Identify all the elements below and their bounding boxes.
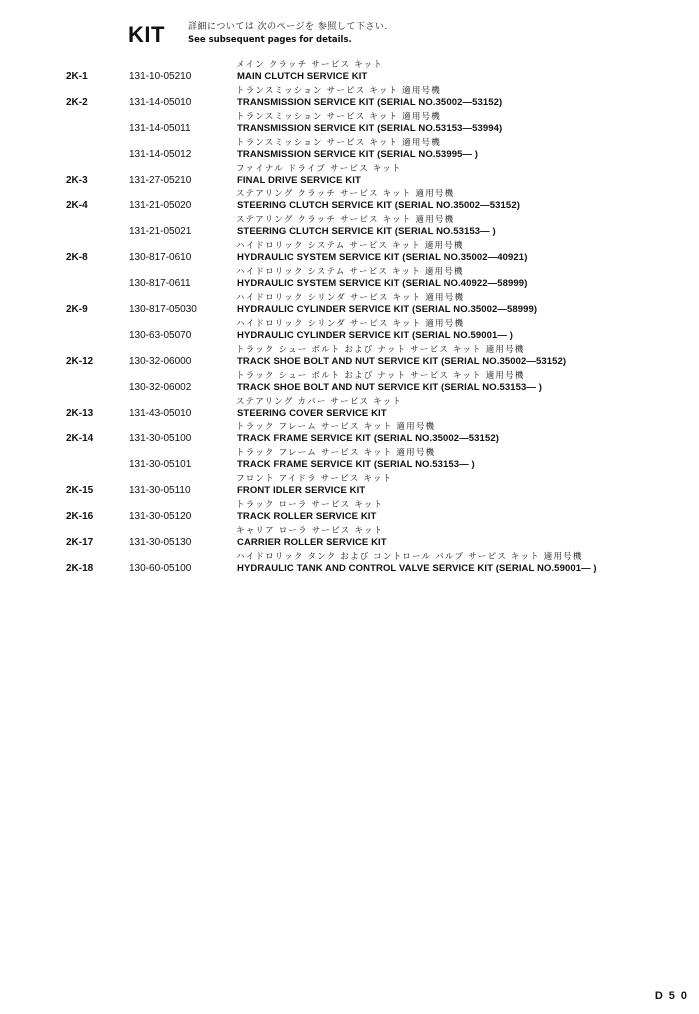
list-item	[0, 241, 699, 267]
page-code: D50	[654, 990, 693, 1002]
item-description: HYDRAULIC CYLINDER SERVICE KIT (SERIAL NO.35002—58999)	[237, 304, 538, 316]
item-part-no: 131-10-05210	[129, 71, 192, 82]
item-description: TRANSMISSION SERVICE KIT (SERIAL NO.35002—53152)	[237, 96, 503, 108]
item-jp-description: トラック シュー ボルト および ナット サービス キット 適用号機	[236, 370, 525, 381]
item-jp-description: トランスミッション サービス キット 適用号機	[236, 85, 441, 96]
list-item	[0, 422, 699, 448]
item-figure-no: 2K-18	[66, 562, 94, 574]
item-part-no: 130-817-0611	[129, 278, 191, 290]
item-jp-description: ステアリング クラッチ サービス キット 適用号機	[236, 189, 455, 200]
item-part-no: 131-30-05120	[129, 511, 192, 523]
list-item	[0, 371, 699, 397]
item-figure-no: 2K-4	[66, 200, 88, 212]
item-description: FINAL DRIVE SERVICE KIT	[237, 174, 361, 186]
list-item	[0, 112, 699, 138]
list-item	[0, 164, 699, 190]
item-part-no: 130-60-05100	[129, 562, 192, 574]
item-jp-description: キャリア ローラ サービス キット	[236, 526, 384, 537]
item-part-no: 130-32-06000	[129, 355, 192, 367]
list-item	[0, 474, 699, 500]
item-part-no: 131-21-05021	[129, 226, 192, 238]
item-part-no: 131-27-05210	[129, 174, 192, 186]
item-jp-description: フロント アイドラ サービス キット	[236, 474, 393, 485]
list-item	[0, 60, 699, 86]
item-part-no: 131-21-05020	[129, 200, 192, 212]
item-part-no: 131-14-05011	[129, 122, 191, 134]
item-part-no: 131-30-05100	[129, 433, 192, 445]
item-jp-description: ハイドロリック タンク および コントロール バルブ サービス キット 適用号機	[236, 551, 583, 562]
kit-list	[0, 60, 699, 578]
item-jp-description: ハイドロリック システム サービス キット 適用号機	[236, 267, 464, 278]
item-part-no: 131-14-05010	[129, 96, 192, 108]
header-note-jp: 詳細については 次のページを 参照して下さい.	[188, 22, 388, 32]
item-description: TRANSMISSION SERVICE KIT (SERIAL NO.53995— )	[237, 148, 479, 160]
item-part-no: 131-14-05012	[129, 148, 192, 160]
item-figure-no: 2K-13	[66, 407, 94, 419]
item-jp-description: ハイドロリック システム サービス キット 適用号機	[236, 241, 464, 252]
item-jp-description: トランスミッション サービス キット 適用号機	[236, 137, 441, 148]
item-description: TRACK SHOE BOLT AND NUT SERVICE KIT (SERIAL NO.53153— )	[237, 381, 542, 393]
item-description: HYDRAULIC SYSTEM SERVICE KIT (SERIAL NO.35002—40921)	[237, 252, 528, 264]
list-item	[0, 86, 699, 112]
item-part-no: 131-43-05010	[129, 407, 192, 419]
item-jp-description: ハイドロリック シリンダ サービス キット 適用号機	[236, 318, 465, 329]
item-description: HYDRAULIC TANK AND CONTROL VALVE SERVICE KIT (SERIAL NO.59001— )	[237, 562, 597, 574]
item-figure-no: 2K-1	[66, 71, 88, 82]
list-item	[0, 267, 699, 293]
item-description: MAIN CLUTCH SERVICE KIT	[237, 71, 368, 82]
item-jp-description: トランスミッション サービス キット 適用号機	[236, 111, 441, 122]
list-item	[0, 397, 699, 423]
item-figure-no: 2K-3	[66, 174, 88, 186]
item-part-no: 131-30-05110	[129, 485, 191, 497]
item-jp-description: トラック フレーム サービス キット 適用号機	[236, 448, 436, 459]
item-figure-no: 2K-15	[66, 485, 94, 497]
item-description: FRONT IDLER SERVICE KIT	[237, 485, 366, 497]
item-figure-no: 2K-12	[66, 355, 94, 367]
item-figure-no: 2K-2	[66, 96, 88, 108]
item-part-no: 130-817-05030	[129, 304, 197, 316]
item-part-no: 130-63-05070	[129, 329, 192, 341]
item-description: TRACK FRAME SERVICE KIT (SERIAL NO.35002—53152)	[237, 433, 499, 445]
item-description: TRACK SHOE BOLT AND NUT SERVICE KIT (SERIAL NO.35002—53152)	[237, 355, 567, 367]
item-part-no: 131-30-05101	[129, 459, 192, 471]
item-description: STEERING CLUTCH SERVICE KIT (SERIAL NO.35002—53152)	[237, 200, 520, 212]
item-jp-description: メイン クラッチ サービス キット	[236, 60, 383, 70]
item-description: HYDRAULIC SYSTEM SERVICE KIT (SERIAL NO.40922—58999)	[237, 278, 528, 290]
header-note-en: See subsequent pages for details.	[188, 35, 352, 45]
item-figure-no: 2K-9	[66, 304, 88, 316]
item-description: TRACK FRAME SERVICE KIT (SERIAL NO.53153— )	[237, 459, 475, 471]
list-item	[0, 293, 699, 319]
item-part-no: 130-817-0610	[129, 252, 192, 264]
item-figure-no: 2K-16	[66, 511, 94, 523]
item-jp-description: ステアリング カバー サービス キット	[236, 396, 403, 407]
list-item	[0, 215, 699, 241]
list-item	[0, 500, 699, 526]
item-description: CARRIER ROLLER SERVICE KIT	[237, 537, 387, 549]
item-description: STEERING COVER SERVICE KIT	[237, 407, 387, 419]
item-description: HYDRAULIC CYLINDER SERVICE KIT (SERIAL NO.59001— )	[237, 329, 513, 341]
list-item	[0, 552, 699, 578]
header-note	[188, 21, 388, 47]
item-jp-description: ステアリング クラッチ サービス キット 適用号機	[236, 215, 455, 226]
item-jp-description: ファイナル ドライブ サービス キット	[236, 163, 402, 174]
item-figure-no: 2K-14	[66, 433, 94, 445]
item-jp-description: トラック ローラ サービス キット	[236, 500, 384, 511]
list-item	[0, 319, 699, 345]
item-jp-description: トラック フレーム サービス キット 適用号機	[236, 422, 436, 433]
list-item	[0, 345, 699, 371]
item-figure-no: 2K-17	[66, 537, 94, 549]
item-description: TRACK ROLLER SERVICE KIT	[237, 511, 377, 523]
page-title: KIT	[128, 22, 165, 47]
list-item	[0, 138, 699, 164]
list-item	[0, 189, 699, 215]
item-part-no: 130-32-06002	[129, 381, 192, 393]
item-description: STEERING CLUTCH SERVICE KIT (SERIAL NO.53153— )	[237, 226, 496, 238]
item-description: TRANSMISSION SERVICE KIT (SERIAL NO.53153—53994)	[237, 122, 503, 134]
item-jp-description: ハイドロリック シリンダ サービス キット 適用号機	[236, 293, 465, 304]
list-item	[0, 448, 699, 474]
list-item	[0, 526, 699, 552]
item-jp-description: トラック シュー ボルト および ナット サービス キット 適用号機	[236, 344, 525, 355]
item-part-no: 131-30-05130	[129, 537, 192, 549]
item-figure-no: 2K-8	[66, 252, 88, 264]
